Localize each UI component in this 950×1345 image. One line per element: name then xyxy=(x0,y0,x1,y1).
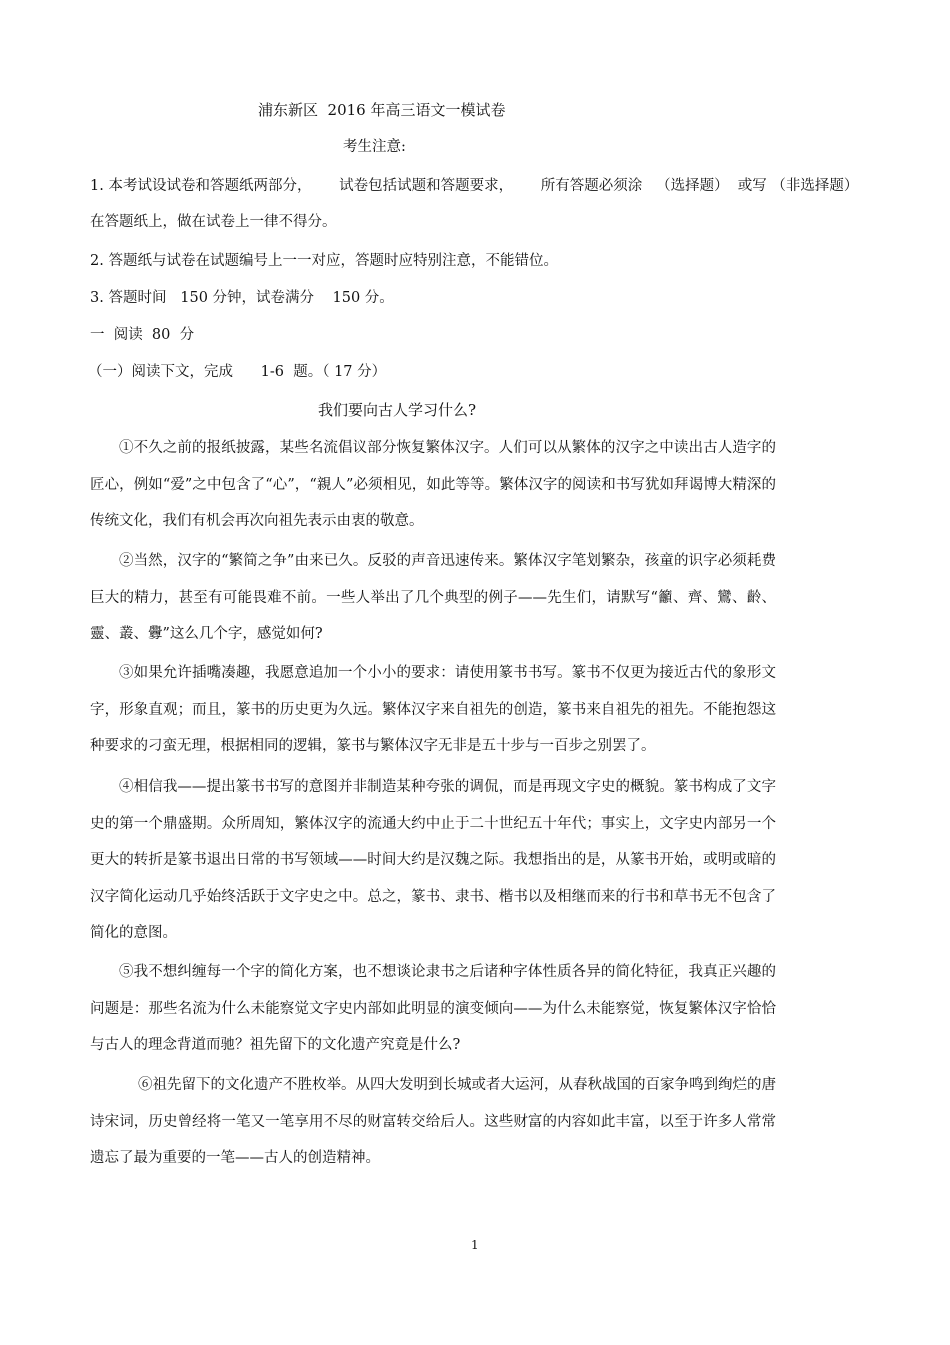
paragraph-3: ③如果允许插嘴凑趣，我愿意追加一个小小的要求：请使用篆书书写。篆书不仅更为接近古代的象形文字，形象直观；而且，篆书的历史更为久远。繁体汉字来自祖先的创造，篆书来自祖先的祖先。不能抱怨这种要求的刁蛮无理，根据相同的逻辑，篆书与繁体汉字无非是五十步与一百步之别罢了。 xyxy=(90,665,776,755)
notice-item-2: 2. 答题纸与试卷在试题编号上一一对应，答题时应特别注意，不能错位。 xyxy=(90,253,558,269)
notice-item-3: 3. 答题时间 150 分钟，试卷满分 150 分。 xyxy=(90,290,394,306)
notice-item-1-cont: 在答题纸上，做在试卷上一律不得分。 xyxy=(90,214,337,230)
paragraph-1: ①不久之前的报纸披露，某些名流倡议部分恢复繁体汉字。人们可以从繁体的汉字之中读出古人造字的匠心，例如“爱”之中包含了“心”，“親人”必须相见，如此等等。繁体汉字的阅读和书写犹如拜谒博大精深的传统文化，我们有机会再次向祖先表示由衷的敬意。 xyxy=(90,440,776,530)
article-title: 我们要向古人学习什么? xyxy=(318,401,477,419)
paragraph-5: ⑤我不想纠缠每一个字的简化方案，也不想谈论隶书之后诸种字体性质各异的简化特征，我真正兴趣的问题是：那些名流为什么未能察觉文字史内部如此明显的演变倾向——为什么未能察觉，恢复繁体汉字恰恰与古人的理念背道而驰？祖先留下的文化遗产究竟是什么? xyxy=(90,964,776,1054)
paragraph-2: ②当然，汉字的“繁简之争”由来已久。反驳的声音迅速传来。繁体汉字笔划繁杂，孩童的识字必须耗费巨大的精力，甚至有可能畏难不前。一些人举出了几个典型的例子——先生们，请默写“籲、齊、鸞、齡、靈、叢、釁”这么几个字，感觉如何? xyxy=(90,553,776,643)
notice-item-1: 1. 本考试设试卷和答题纸两部分， 试卷包括试题和答题要求， 所有答题必须涂 （选择题） 或写 （非选择题） xyxy=(90,178,859,194)
paragraph-6: ⑥祖先留下的文化遗产不胜枚举。从四大发明到长城或者大运河，从春秋战国的百家争鸣到绚烂的唐诗宋词，历史曾经将一笔又一笔享用不尽的财富转交给后人。这些财富的内容如此丰富，以至于许多人常常遗忘了最为重要的一笔——古人的创造精神。 xyxy=(90,1077,776,1167)
page-number: 1 xyxy=(471,1238,479,1252)
notice-heading: 考生注意: xyxy=(343,139,406,155)
exam-title: 浦东新区 2016 年高三语文一模试卷 xyxy=(258,101,506,119)
subsection-heading: （一）阅读下文，完成 1-6 题。（ 17 分） xyxy=(88,364,387,380)
section-heading: 一 阅读 80 分 xyxy=(90,327,195,343)
paragraph-4: ④相信我——提出篆书书写的意图并非制造某种夸张的调侃，而是再现文字史的概貌。篆书构成了文字史的第一个鼎盛期。众所周知，繁体汉字的流通大约中止于二十世纪五十年代；事实上，文字史内部另一个更大的转折是篆书退出日常的书写领域——时间大约是汉魏之际。我想指出的是，从篆书开始，或明或暗的汉字简化运动几乎始终活跃于文字史之中。总之，篆书、隶书、楷书以及相继而来的行书和草书无不包含了简化的意图。 xyxy=(90,779,776,942)
